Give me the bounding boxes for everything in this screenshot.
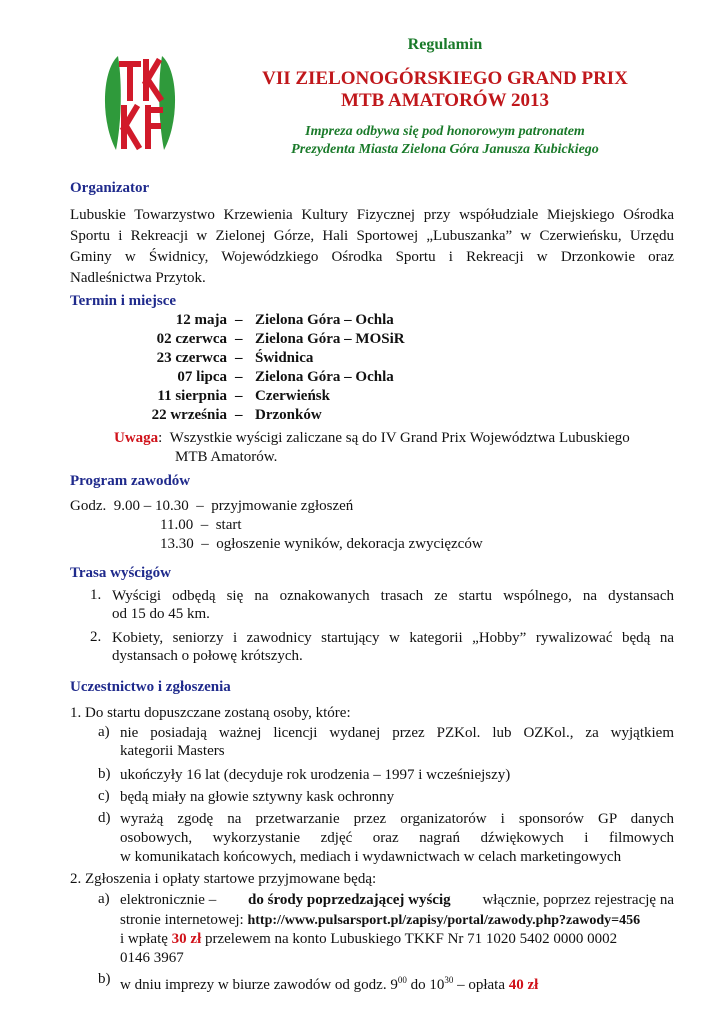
- schedule-place: Zielona Góra – MOSiR: [255, 331, 405, 347]
- p2-a-bold: do środy poprzedzającej wyścig: [248, 892, 451, 908]
- participation-p2: 2. Zgłoszenia i opłaty startowe przyjmowane będą:: [70, 871, 377, 887]
- schedule-place: Drzonków: [255, 407, 322, 423]
- schedule-row: [100, 407, 500, 426]
- tkkf-logo: [96, 50, 184, 158]
- p2-b: [120, 970, 538, 996]
- p2-b-post: – opłata: [453, 977, 509, 993]
- route-item-2-line-1: Kobiety, seniorzy i zawodnicy startujący w kategorii „Hobby” rywalizować będą na: [112, 630, 674, 646]
- p1-c: będą miały na głowie sztywny kask ochronny: [120, 789, 395, 805]
- organizer-line-4: Nadleśnictwa Przytok.: [70, 270, 206, 286]
- list-mark: b): [98, 766, 111, 782]
- registration-link[interactable]: http://www.pulsarsport.pl/zapisy/portal/zawody.php?zawody=456: [247, 913, 641, 928]
- patron-line-2: Prezydenta Miasta Zielona Góra Janusza Kubickiego: [291, 142, 599, 157]
- p2-a-line-2: [120, 910, 640, 931]
- p1-a-line-1: nie posiadają ważnej licencji wydanej przez PZKol. lub OZKol., za wyjątkiem: [120, 725, 674, 741]
- note-line-2: MTB Amatorów.: [175, 449, 278, 465]
- schedule-place: Świdnica: [255, 350, 314, 366]
- schedule-row: [100, 369, 500, 388]
- schedule-row: [100, 331, 500, 350]
- participation-p1: 1. Do startu dopuszczane zostaną osoby, które:: [70, 705, 351, 721]
- list-mark: a): [98, 891, 110, 907]
- schedule-dash: –: [235, 331, 243, 347]
- participation-heading: Uczestnictwo i zgłoszenia: [70, 679, 231, 695]
- p2-a-l3-pre: i wpłatę: [120, 931, 172, 947]
- schedule-dash: –: [235, 407, 243, 423]
- p2-a-l3-post: przelewem na konto Lubuskiego TKKF Nr 71 1020 5402 0000 0002: [201, 931, 618, 947]
- p1-b: ukończyły 16 lat (decyduje rok urodzenia – 1997 i wcześniejszy): [120, 767, 511, 783]
- p2-a-line-3: [120, 929, 674, 950]
- schedule-row: [100, 350, 500, 369]
- schedule-place: Zielona Góra – Ochla: [255, 369, 394, 385]
- program-line-3: 13.30 – ogłoszenie wyników, dekoracja zwycięzców: [160, 536, 483, 552]
- p2-b-sup2: 30: [444, 975, 454, 985]
- p2-b-pre: w dniu imprezy w biurze zawodów od godz. 9: [120, 977, 398, 993]
- note-text: : Wszystkie wyścigi zaliczane są do IV Grand Prix Województwa Lubuskiego: [158, 430, 630, 446]
- note-label: Uwaga: [114, 430, 159, 446]
- regulamin-label: Regulamin: [407, 36, 483, 53]
- organizer-line-1: Lubuskie Towarzystwo Krzewienia Kultury Fizycznej przy współudziale Miejskiego Ośrodka: [70, 207, 674, 223]
- p2-a-line-4: 0146 3967: [120, 950, 184, 966]
- patron-line-1: Impreza odbywa się pod honorowym patronatem: [305, 124, 585, 139]
- schedule-date: 23 czerwca: [156, 350, 227, 366]
- fee-40: 40 zł: [508, 977, 539, 993]
- p2-a-pre: elektronicznie –: [120, 892, 220, 908]
- title-line-1: VII ZIELONOGÓRSKIEGO GRAND PRIX: [262, 68, 628, 89]
- program-line-1: Godz. 9.00 – 10.30 – przyjmowanie zgłoszeń: [70, 498, 354, 514]
- p2-b-sup1: 00: [397, 975, 407, 985]
- p2-a-line-1: [120, 890, 674, 911]
- organizer-line-2: Sportu i Rekreacji w Zielonej Górze, Hali Sportowej „Lubuszanka” w Czerwieńsku, Urzędu: [70, 228, 674, 244]
- p1-d-line-3: w komunikatach końcowych, mediach i wydawnictwach w celach marketingowych: [120, 849, 622, 865]
- p2-a-url-label: stronie internetowej:: [120, 912, 248, 928]
- p2-a-post: włącznie, poprzez rejestrację na: [478, 892, 674, 908]
- schedule-dash: –: [235, 388, 243, 404]
- schedule-heading: Termin i miejsce: [70, 293, 177, 309]
- schedule-row: [100, 312, 500, 331]
- organizer-line-3: Gminy w Świdnicy, Wojewódzkiego Ośrodka Sportu i Rekreacji w Drzonkowie oraz: [70, 249, 674, 265]
- schedule-dash: –: [235, 312, 243, 328]
- schedule-place: Czerwieńsk: [255, 388, 330, 404]
- schedule-date: 11 sierpnia: [157, 388, 227, 404]
- schedule-dash: –: [235, 369, 243, 385]
- program-heading: Program zawodów: [70, 473, 191, 489]
- route-item-1-line-1: Wyścigi odbędą się na oznakowanych trasach ze startu wspólnego, na dystansach: [112, 588, 674, 604]
- list-mark: b): [98, 971, 111, 987]
- route-item-number: 1.: [90, 587, 102, 603]
- schedule-date: 07 lipca: [177, 369, 227, 385]
- route-heading: Trasa wyścigów: [70, 565, 171, 581]
- list-mark: d): [98, 810, 111, 826]
- route-item-1-line-2: od 15 do 45 km.: [112, 606, 210, 622]
- schedule-date: 02 czerwca: [156, 331, 227, 347]
- list-mark: a): [98, 724, 110, 740]
- route-item-2-line-2: dystansach o połowę krótszych.: [112, 648, 303, 664]
- p2-b-mid: do 10: [406, 977, 445, 993]
- p1-d-line-1: wyrażą zgodę na przetwarzanie przez organizatorów i sponsorów GP danych: [120, 811, 674, 827]
- schedule-note: [114, 428, 630, 449]
- p1-d-line-2: osobowych, wykorzystanie zdjęć oraz nagrań dźwiękowych i filmowych: [120, 830, 674, 846]
- program-line-2: 11.00 – start: [160, 517, 242, 533]
- title-line-2: MTB AMATORÓW 2013: [341, 90, 549, 111]
- schedule-dash: –: [235, 350, 243, 366]
- route-item-number: 2.: [90, 629, 102, 645]
- list-mark: c): [98, 788, 110, 804]
- schedule-row: [100, 388, 500, 407]
- schedule-place: Zielona Góra – Ochla: [255, 312, 394, 328]
- fee-30: 30 zł: [171, 931, 202, 947]
- schedule-date: 12 maja: [175, 312, 227, 328]
- organizer-heading: Organizator: [70, 180, 150, 196]
- schedule-date: 22 września: [151, 407, 227, 423]
- p1-a-line-2: kategorii Masters: [120, 743, 225, 759]
